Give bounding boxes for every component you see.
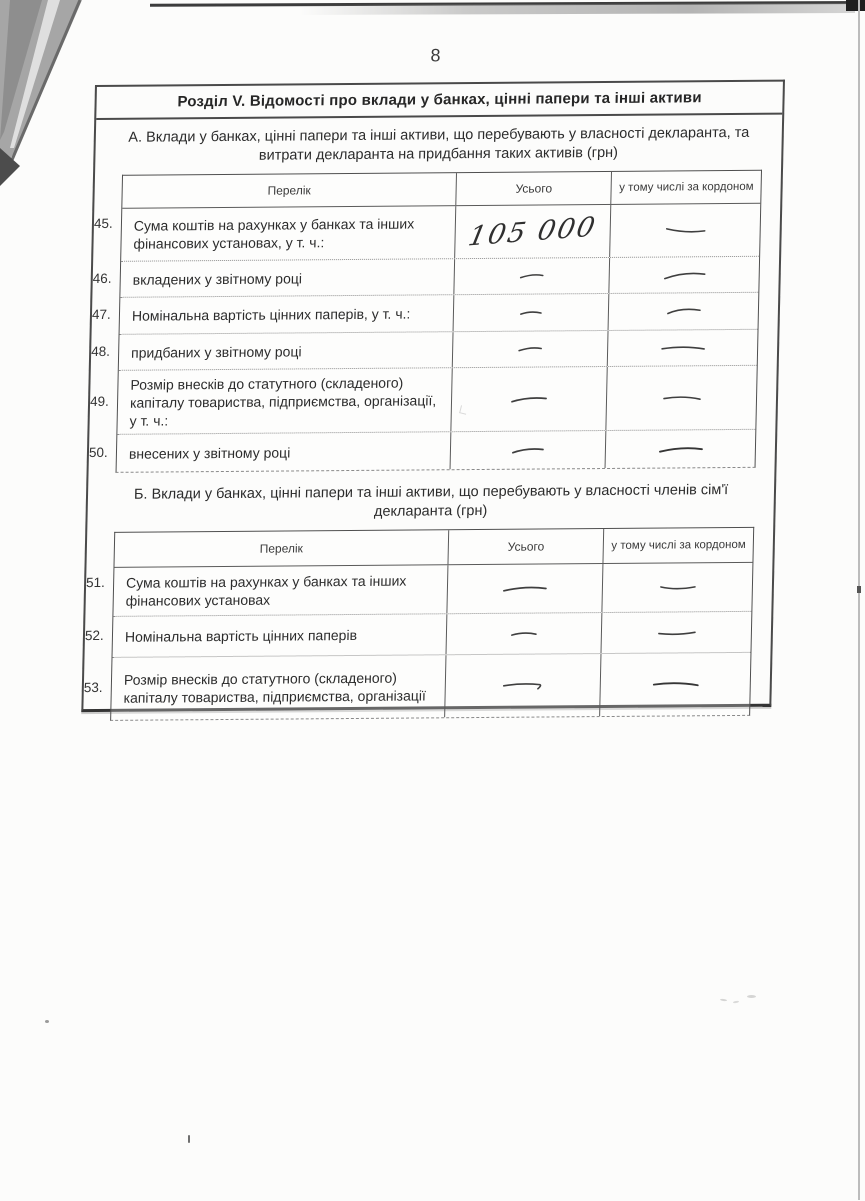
table-row: [83, 652, 750, 720]
right-edge-speck: [857, 586, 861, 593]
handwritten-dash: [660, 343, 706, 352]
row-label: придбаних у звітному році: [130, 342, 302, 361]
handwritten-dash: [666, 307, 702, 315]
handwritten-dash: [664, 226, 706, 235]
row-number: 52.: [84, 627, 104, 644]
handwritten-dash: [510, 395, 548, 403]
handwritten-dash: [658, 444, 704, 455]
table-family-assets: [83, 527, 754, 721]
column-header-abroad: у тому числі за кордоном: [603, 528, 753, 563]
table-declarant-assets: [88, 170, 762, 473]
column-header-total: Усього: [455, 172, 611, 205]
column-header-list: Перелік: [259, 541, 304, 556]
handwritten-dash: [519, 309, 543, 317]
row-number: 47.: [91, 306, 111, 323]
table-row: [91, 292, 759, 334]
handwritten-amount: 105 000: [465, 211, 600, 252]
row-number: 51.: [85, 574, 106, 591]
row-label: Розмір внесків до статутного (складеного) капіталу товариства, підприємства, організації, у т. ч.:: [129, 374, 437, 429]
row-number: 53.: [83, 679, 103, 696]
column-header-list: Перелік: [267, 183, 311, 198]
column-header-abroad: у тому числі за кордоном: [611, 171, 761, 204]
row-label: внесених у звітному році: [128, 443, 291, 462]
row-number: 45.: [93, 215, 113, 232]
row-label: Номінальна вартість цінних паперів, у т. ч.:: [131, 305, 411, 324]
table-row: [89, 365, 756, 434]
row-number: 48.: [91, 343, 111, 359]
table-header-row: [114, 528, 753, 567]
table-row: [88, 429, 756, 472]
row-label: Сума коштів на рахунках у банках та інших фінансових установах, у т. ч.:: [133, 215, 415, 252]
table-row: [91, 329, 758, 370]
handwritten-dash: [662, 393, 702, 403]
handwritten-dash: [657, 629, 697, 636]
handwritten-dash: [517, 345, 543, 352]
subsection-a-heading: А. Вклади у банках, цінні папери та інші активи, що перебувають у власності декларанта, та витрати декларанта на придбання таких активів (грн): [128, 124, 750, 164]
handwritten-dash: [662, 270, 706, 281]
handwritten-dash: [502, 679, 544, 692]
section-v-form: [81, 80, 785, 713]
row-label: Розмір внесків до статутного (складеного) капіталу товариства, підприємства, організації: [123, 669, 427, 706]
handwritten-dash: [658, 583, 696, 592]
table-row: [93, 203, 760, 261]
handwritten-dash: [651, 680, 699, 688]
handwritten-dash: [502, 584, 548, 592]
table-row: [84, 611, 752, 657]
row-number: 49.: [89, 393, 110, 409]
handwritten-dash: [510, 630, 538, 638]
row-label: вкладених у звітному році: [132, 269, 303, 288]
table-row: [85, 562, 752, 616]
row-label: Сума коштів на рахунках у банках та інших фінансових установах: [125, 572, 407, 609]
table-header-row: [122, 171, 761, 208]
subsection-b-heading: Б. Вклади у банках, цінні папери та інші активи, що перебувають у власності членів сім'ї декларанта (грн): [133, 482, 729, 520]
section-title: Розділ V. Відомості про вклади у банках, цінні папери та інші активи: [96, 82, 783, 120]
handwritten-dash: [511, 446, 545, 454]
page-number: 8: [430, 45, 441, 66]
handwritten-dash: [519, 272, 545, 279]
row-label: Номінальна вартість цінних паперів: [124, 626, 358, 645]
column-header-total: Усього: [447, 529, 603, 564]
row-number: 46.: [92, 270, 112, 286]
table-row: [92, 256, 759, 297]
row-number: 50.: [88, 444, 108, 460]
